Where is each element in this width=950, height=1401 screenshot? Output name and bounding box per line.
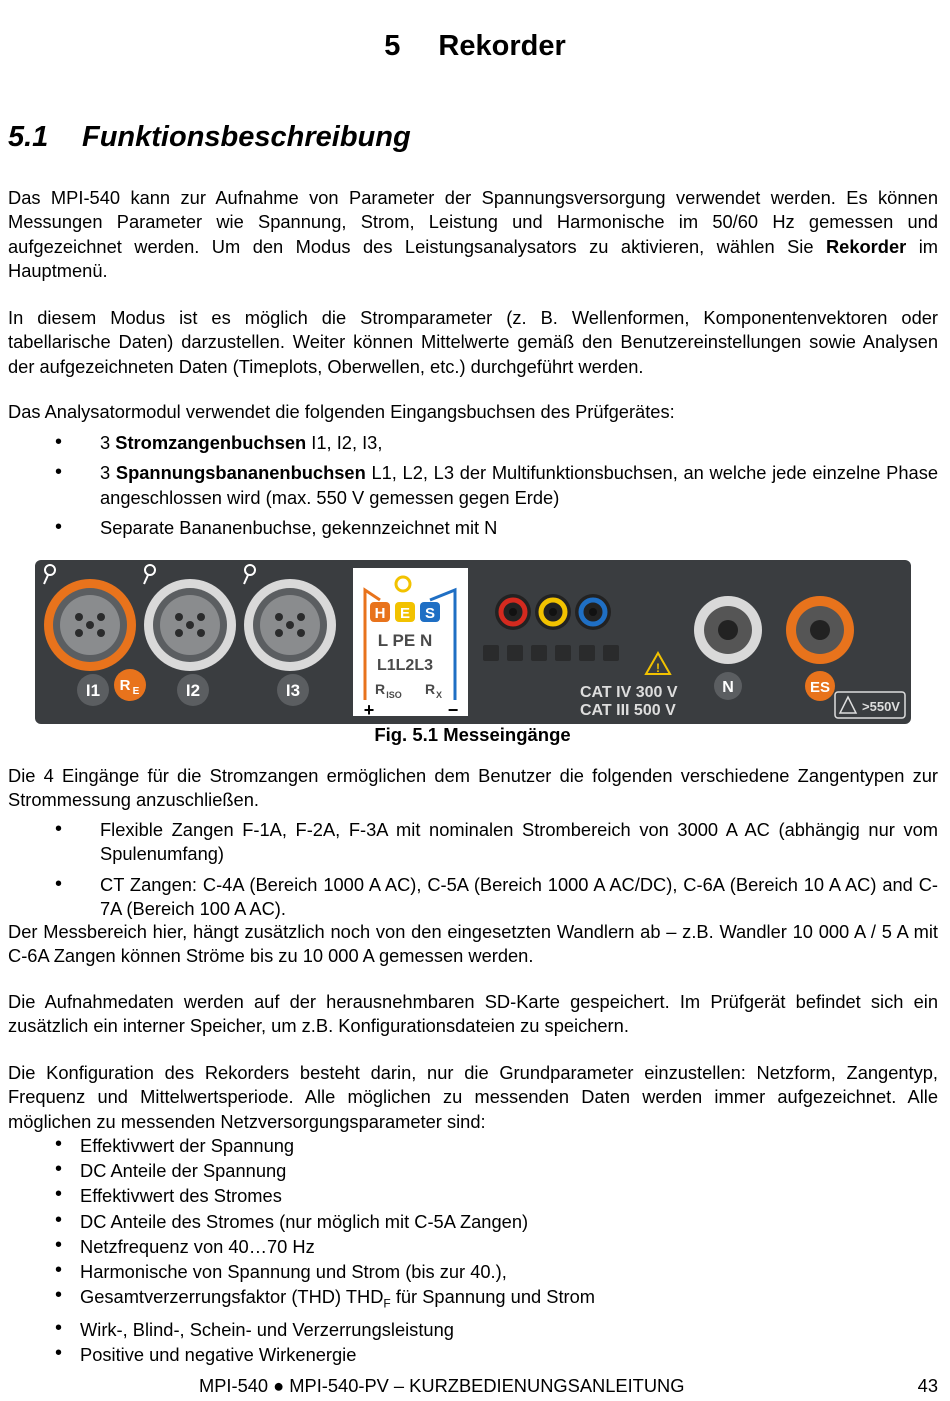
chapter-title: Rekorder bbox=[438, 30, 566, 62]
storage-paragraph bbox=[8, 990, 938, 1039]
sockets-list-block bbox=[8, 431, 938, 540]
input-sockets-figure bbox=[35, 560, 911, 724]
intro-text: Das MPI-540 kann zur Aufnahme von Parameter der Spannungsversorgung verwendet werden. Es können Messungen Parameter wie Spannung, Strom, Leistung und Harmonische im 50/60 Hz gemessen und aufgezeichnet werden. Um den Modus des Leistungsanalysators zu aktivieren, wählen Sie bbox=[8, 187, 938, 257]
chapter-heading bbox=[0, 30, 950, 63]
banana-socket-l2 bbox=[535, 594, 571, 630]
banana-socket-l3 bbox=[575, 594, 611, 630]
list-item: • Flexible Zangen F-1A, F-2A, F-3A mit nominalen Strombereich von 3000 A AC (abhängig nur vom Spulenumfang) bbox=[8, 818, 938, 867]
list-item: • Positive und negative Wirkenergie bbox=[8, 1342, 938, 1367]
cat-rating-1: CAT IV 300 V bbox=[580, 684, 678, 701]
intro-paragraph-1 bbox=[8, 186, 938, 283]
list-item: • 3 Stromzangenbuchsen I1, I2, I3, bbox=[8, 431, 938, 455]
label-minus: − bbox=[447, 700, 459, 720]
section-number: 5.1 bbox=[8, 121, 49, 153]
label-plus: + bbox=[363, 700, 375, 720]
label-i3: I3 bbox=[285, 681, 301, 700]
list-item: • DC Anteile der Spannung bbox=[8, 1158, 938, 1183]
chapter-number: 5 bbox=[384, 30, 401, 62]
label-re: R bbox=[119, 677, 131, 694]
intro-text-end: im Hauptmenü. bbox=[8, 235, 939, 281]
svg-text:!: ! bbox=[656, 661, 660, 675]
thd-text: Gesamtverzerrungsfaktor (THD) THD bbox=[80, 1286, 384, 1308]
banana-socket-es bbox=[786, 596, 854, 664]
list-item: • DC Anteile des Stromes (nur möglich mit C-5A Zangen) bbox=[8, 1209, 938, 1234]
list-item: • Harmonische von Spannung und Strom (bis zur 40.), bbox=[8, 1259, 938, 1284]
clamp-socket-i1 bbox=[44, 579, 136, 671]
intro-paragraph-3 bbox=[8, 400, 938, 424]
label-h: H bbox=[374, 605, 386, 622]
sockets-intro: Das Analysatormodul verwendet die folgenden Eingangsbuchsen des Prüfgerätes: bbox=[8, 401, 675, 422]
list-item: • Effektivwert des Stromes bbox=[8, 1183, 938, 1208]
clamps-list-block bbox=[8, 818, 938, 921]
banana-socket-l1 bbox=[495, 594, 531, 630]
list-item bbox=[8, 1284, 938, 1317]
list-item: • Separate Bananenbuchse, gekennzeichnet mit N bbox=[8, 516, 938, 540]
clamps-list bbox=[8, 818, 938, 921]
label-n: N bbox=[722, 679, 734, 696]
config-text: Die Konfiguration des Rekorders besteht darin, nur die Grundparameter einzustellen: Netzform, Zangentyp, Frequenz und Mittelwertsperiode. Alle möglichen zu messenden Daten werden immer aufgezeichnet. Alle möglichen zu messenden Netzversorgungsparameter sind: bbox=[8, 1062, 938, 1132]
thd-rest: für Spannung und Strom bbox=[390, 1286, 596, 1308]
label-s: S bbox=[424, 605, 436, 622]
clamp-socket-i3 bbox=[244, 579, 336, 671]
label-lpen: L PE N bbox=[377, 631, 433, 650]
list-item: • CT Zangen: C-4A (Bereich 1000 A AC), C-5A (Bereich 1000 A AC/DC), C-6A (Bereich 10 A AC) and C-7A (Bereich 100 A AC). bbox=[8, 873, 938, 922]
list-item: • Wirk-, Blind-, Schein- und Verzerrungsleistung bbox=[8, 1317, 938, 1342]
figure-caption: Fig. 5.1 Messeingänge bbox=[374, 724, 571, 745]
page-number: 43 bbox=[917, 1375, 938, 1396]
params-list bbox=[8, 1133, 938, 1367]
list-item: • Netzfrequenz von 40…70 Hz bbox=[8, 1234, 938, 1259]
label-riso: R bbox=[374, 681, 386, 697]
mode-description: In diesem Modus ist es möglich die Stromparameter (z. B. Wellenformen, Komponentenvektoren oder tabellarische Daten) darzustellen. Weiter können Mittelwerte gemäß den Benutzereinstellungen sowie Analysen der aufgezeichneten Daten (Timeplots, Oberwellen, etc.) durchgeführt werden. bbox=[8, 307, 938, 377]
range-paragraph bbox=[8, 920, 938, 969]
label-rx-sub: X bbox=[435, 690, 443, 700]
thd-subscript: F bbox=[383, 1296, 391, 1311]
section-heading bbox=[8, 121, 411, 154]
footer-title: MPI-540 ● MPI-540-PV – KURZBEDIENUNGSANLEITUNG bbox=[199, 1375, 685, 1396]
section-title: Funktionsbeschreibung bbox=[82, 121, 411, 153]
label-i1: I1 bbox=[85, 681, 101, 700]
clamps-paragraph bbox=[8, 764, 938, 813]
rekorder-term: Rekorder bbox=[825, 235, 907, 257]
label-max-voltage: >550V bbox=[862, 699, 900, 714]
label-rx: R bbox=[424, 681, 436, 697]
intro-paragraph-2 bbox=[8, 306, 938, 379]
label-riso-sub: ISO bbox=[386, 690, 402, 700]
label-re-sub: E bbox=[132, 686, 140, 697]
list-item: • 3 Spannungsbananenbuchsen L1, L2, L3 der Multifunktionsbuchsen, an welche jede einzelne Phase angeschlossen wird (max. 550 V gemessen gegen Erde) bbox=[8, 461, 938, 510]
label-es: ES bbox=[809, 679, 831, 696]
label-e: E bbox=[399, 605, 411, 622]
list-item: • Effektivwert der Spannung bbox=[8, 1133, 938, 1158]
params-list-block bbox=[8, 1133, 938, 1367]
config-paragraph bbox=[8, 1061, 938, 1134]
clamps-intro: Die 4 Eingänge für die Stromzangen ermöglichen dem Benutzer die folgenden verschiedene Zangentypen zur Strommessung anzuschließen. bbox=[8, 765, 938, 811]
label-i2: I2 bbox=[185, 681, 201, 700]
storage-text: Die Aufnahmedaten werden auf der herausnehmbaren SD-Karte gespeichert. Im Prüfgerät befindet sich ein zusätzlich ein interner Speicher, um z.B. Konfigurationsdateien zu speichern. bbox=[8, 991, 938, 1037]
clamp-socket-i2 bbox=[144, 579, 236, 671]
sockets-list bbox=[8, 431, 938, 540]
banana-socket-n bbox=[694, 596, 762, 664]
label-l123: L1L2L3 bbox=[376, 657, 434, 674]
cat-rating-2: CAT III 500 V bbox=[580, 702, 676, 719]
range-text: Der Messbereich hier, hängt zusätzlich noch von den eingesetzten Wandlern ab – z.B. Wandler 10 000 A / 5 A mit C-6A Zangen können Ströme bis zu 10 000 A gemessen werden. bbox=[8, 921, 938, 967]
